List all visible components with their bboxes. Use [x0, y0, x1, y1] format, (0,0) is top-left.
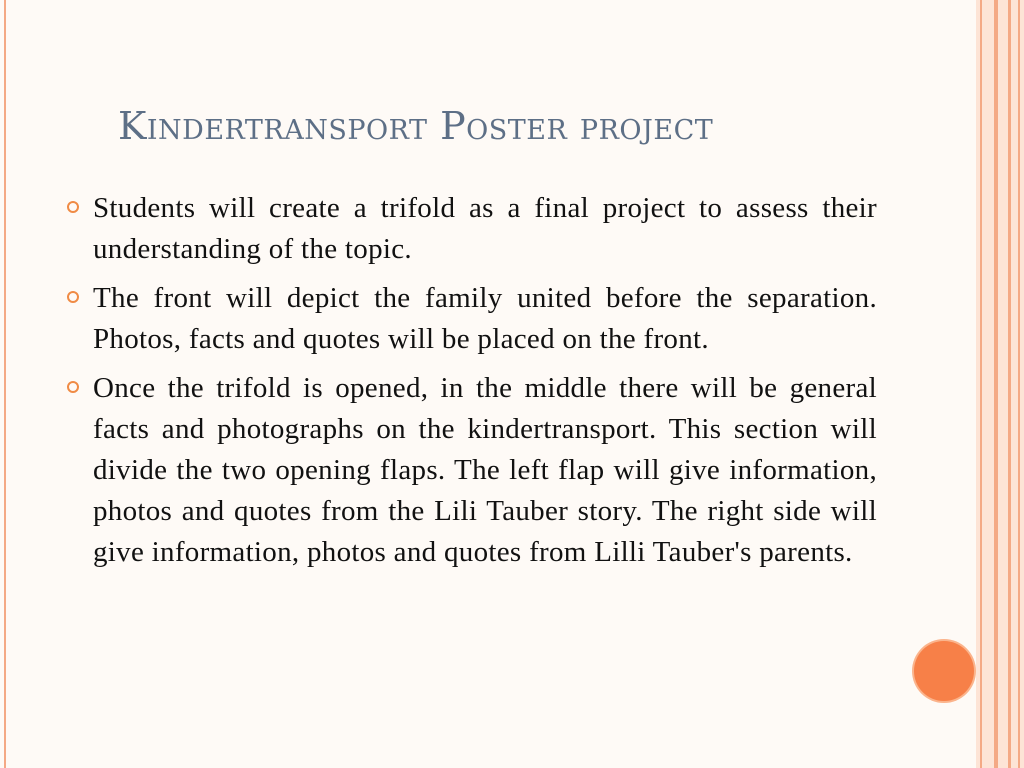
bullet-item	[64, 278, 877, 360]
ring-bullet-icon	[67, 201, 79, 213]
left-border-line	[4, 0, 6, 768]
bullet-list	[64, 188, 877, 581]
ring-bullet-icon	[67, 291, 79, 303]
right-border-band	[976, 0, 1024, 768]
bullet-item	[64, 368, 877, 573]
bullet-text: Students will create a trifold as a final project to assess their understanding of the topic.	[93, 192, 877, 265]
orange-circle-icon	[914, 641, 974, 701]
slide-title: Kindertransport Poster project	[118, 104, 714, 148]
bullet-text: The front will depict the family united before the separation. Photos, facts and quotes will be placed on the front.	[93, 282, 877, 355]
bullet-item	[64, 188, 877, 270]
right-border-line-3	[1008, 0, 1011, 768]
right-border-line-4	[1018, 0, 1020, 768]
right-border-line-2	[994, 0, 998, 768]
ring-bullet-icon	[67, 381, 79, 393]
bullet-text: Once the trifold is opened, in the middle there will be general facts and photographs on the kindertransport. This section will divide the two opening flaps. The left flap will give information, photos and quotes from the Lili Tauber story. The right side will give information, photos and quotes from Lilli Tauber's parents.	[93, 372, 877, 568]
right-border-line-1	[980, 0, 982, 768]
